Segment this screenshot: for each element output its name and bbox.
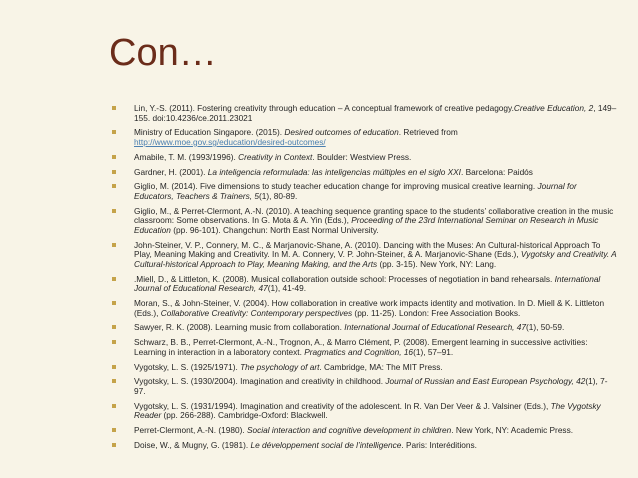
square-bullet-icon [112, 184, 116, 188]
reference-text: .Miell, D., & Littleton, K. (2008). Musical collaboration outside school: Processes of negotiation in band rehearsals. [134, 273, 555, 284]
slide-title: Con… [109, 32, 217, 74]
reference-italic: Collaborative Creativity: Contemporary perspectives [160, 307, 353, 318]
reference-text: Amabile, T. M. (1993/1996). [134, 151, 239, 162]
reference-item [112, 104, 618, 123]
square-bullet-icon [112, 379, 116, 383]
reference-italic: International Journal of Educational Research, 47 [344, 322, 527, 333]
reference-list [112, 104, 618, 456]
reference-item [112, 426, 618, 436]
reference-text: Perret-Clermont, A.-N. (1980). [134, 425, 247, 436]
square-bullet-icon [112, 340, 116, 344]
square-bullet-icon [112, 365, 116, 369]
reference-item [112, 168, 618, 178]
reference-italic: Journal for Educators, Teachers & Trainers, 5 [134, 181, 577, 201]
reference-text: Vygotsky, L. S. (1930/2004). Imagination and creativity in childhood. [134, 376, 386, 387]
reference-text: . Boulder: Westview Press. [312, 151, 412, 162]
reference-text: (1), 7-97. [134, 376, 608, 396]
reference-italic: Creativity in Context [238, 151, 313, 162]
reference-text: Gardner, H. (2001). [134, 166, 208, 177]
reference-item [112, 182, 618, 201]
reference-italic: Creative Education, 2 [513, 103, 594, 113]
reference-item [112, 241, 618, 270]
reference-text: (pp. 11-25). London: Free Association Books. [352, 307, 521, 318]
reference-item [112, 323, 618, 333]
reference-text: (pp. 266-288). Cambridge-Oxford: Blackwell. [161, 410, 328, 421]
square-bullet-icon [112, 130, 116, 134]
square-bullet-icon [112, 325, 116, 329]
reference-item [112, 441, 618, 451]
square-bullet-icon [112, 170, 116, 174]
reference-italic: Le développement social de l’intelligence [250, 439, 402, 450]
reference-text: Lin, Y.-S. (2011). Fostering creativity through education – A conceptual framework of creative pedagogy. [134, 103, 514, 113]
reference-italic: The Vygotsky Reader [134, 400, 601, 421]
reference-item [112, 377, 618, 396]
reference-text: (1), 80-89. [258, 190, 298, 201]
square-bullet-icon [112, 243, 116, 247]
reference-text: Moran, S., & John-Steiner, V. (2004). How collaboration in creative work impacts identity and motivation. In D. Miell & K. Littleton (Eds.), [134, 298, 605, 318]
reference-text: (1), 41-49. [267, 283, 307, 294]
reference-item [112, 402, 618, 421]
reference-text: John-Steiner, V. P., Connery, M. C., & Marjanovic-Shane, A. (2010). Dancing with the Muses: An Cultural-historical Approach To Play, Meaning Making and Creativity. In M. A. Connery, V. P. John-Steiner, & A. Marjanovic-Shane (Eds.), [134, 239, 601, 260]
reference-italic: The psychology of art [240, 361, 320, 372]
reference-text: Giglio, M. (2014). Five dimensions to study teacher education change for improving musical creative learning. [134, 181, 538, 192]
reference-text: Vygotsky, L. S. (1931/1994). Imagination and creativity of the adolescent. In R. Van Der Veer & J. Valsiner (Eds.), [134, 400, 551, 411]
reference-text: . New York, NY: Academic Press. [451, 425, 574, 436]
reference-link[interactable]: http://www.moe.gov.sg/education/desired-outcomes/ [134, 136, 326, 147]
reference-item [112, 128, 618, 147]
reference-text: . Retrieved from [398, 127, 458, 138]
reference-text: Schwarz, B. B., Perret-Clermont, A.-N., Trognon, A., & Marro Clément, P. (2008). Emergent learning in successive activities: Learning in interaction in a laboratory context. [134, 337, 588, 357]
reference-text: Sawyer, R. K. (2008). Learning music from collaboration. [134, 322, 345, 333]
reference-italic: International Journal of Educational Research, 47 [134, 273, 601, 294]
reference-text: . Paris: Interéditions. [401, 439, 477, 450]
reference-text: , 149–155. doi:10.4236/ce.2011.23021 [134, 103, 617, 123]
reference-italic: Journal of Russian and East European Psychology, 42 [385, 376, 586, 387]
reference-text: (pp. 96-101). Changchun: North East Normal University. [170, 224, 379, 235]
reference-item [112, 207, 618, 236]
reference-italic: Desired outcomes of education [284, 127, 399, 138]
reference-text: . Barcelona: Paidós [461, 166, 533, 177]
reference-item [112, 153, 618, 163]
reference-italic: Pragmatics and Cognition, 16 [304, 346, 414, 357]
reference-text: Ministry of Education Singapore. (2015). [134, 127, 285, 138]
square-bullet-icon [112, 209, 116, 213]
square-bullet-icon [112, 443, 116, 447]
reference-italic: Vygotsky and Creativity. A Cultural-historical Approach to Play, Meaning Making, and the Arts [134, 249, 617, 269]
reference-italic: Proceeding of the 23rd International Seminar on Research in Music Education [134, 215, 599, 235]
reference-text: . Cambridge, MA: The MIT Press. [319, 361, 443, 372]
square-bullet-icon [112, 428, 116, 432]
reference-text: Giglio, M., & Perret-Clermont, A.-N. (2010). A teaching sequence granting space to the students’ collaborative creation in the music classroom: Some observations. In G. Mota & A. Yin (Eds.), [134, 205, 614, 226]
square-bullet-icon [112, 155, 116, 159]
reference-item [112, 363, 618, 373]
reference-item [112, 275, 618, 294]
reference-text: (1), 57–91. [413, 346, 454, 357]
reference-italic: Social interaction and cognitive development in children [246, 425, 452, 436]
square-bullet-icon [112, 277, 116, 281]
reference-text: Doise, W., & Mugny, G. (1981). [134, 439, 251, 450]
square-bullet-icon [112, 106, 116, 110]
reference-italic: La inteligencia reformulada: las inteligencias múltiples en el siglo XXI [207, 166, 461, 177]
reference-text: Vygotsky, L. S. (1925/1971). [134, 361, 241, 372]
reference-text: (pp. 3-15). New York, NY: Lang. [377, 258, 497, 269]
reference-text: (1), 50-59. [526, 322, 565, 333]
reference-item [112, 338, 618, 357]
square-bullet-icon [112, 301, 116, 305]
square-bullet-icon [112, 404, 116, 408]
reference-item [112, 299, 618, 318]
